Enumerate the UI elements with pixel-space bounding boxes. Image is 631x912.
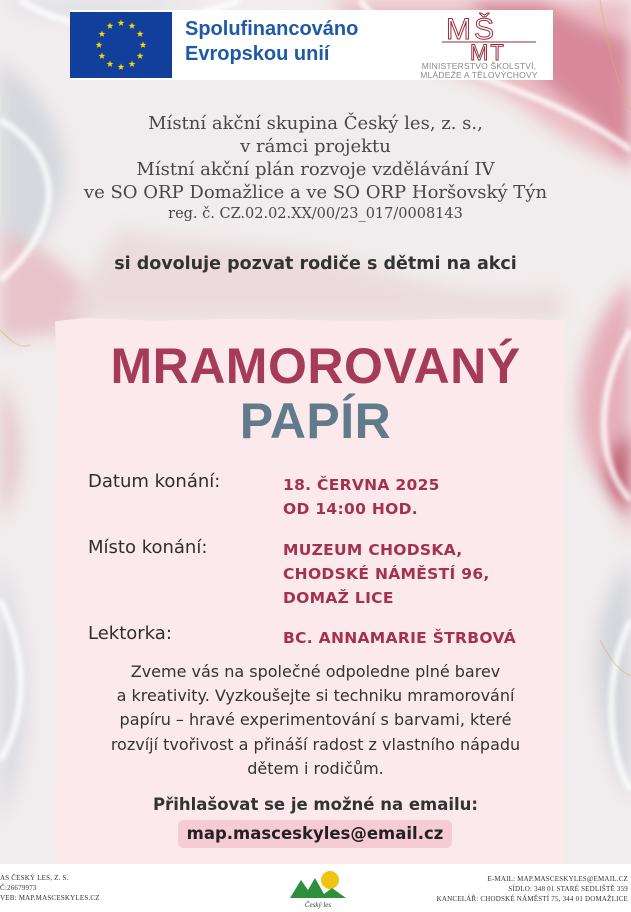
description-line: papíru – hravé experimentování s barvami, které <box>119 710 512 730</box>
msmt-caption-line1: MINISTERSTVO ŠKOLSTVÍ, <box>421 61 537 71</box>
signup-email: map.masceskyles@email.cz <box>178 820 452 848</box>
logo-text: Český les <box>304 901 332 909</box>
msmt-logo-icon <box>440 10 540 62</box>
intro-text <box>0 112 631 224</box>
eu-cofinanced-line2: Evropskou unií <box>185 43 330 65</box>
msmt-caption <box>404 62 554 80</box>
eu-flag-icon <box>70 12 172 78</box>
place-value-line: DOMAŽ LICE <box>283 589 394 607</box>
event-title-line2: PAPÍR <box>239 393 392 449</box>
time-value: OD 14:00 HOD. <box>283 500 418 518</box>
date-values <box>283 473 440 521</box>
lecturer-values <box>283 626 516 650</box>
intro-line: v rámci projektu <box>240 136 391 157</box>
date-value: 18. ČERVNA 2025 <box>283 476 440 494</box>
description-line: a kreativity. Vyzkoušejte si techniku mramorování <box>116 686 515 706</box>
date-label: Datum konání: <box>88 471 221 492</box>
footer-email: E-MAIL: MAP.MASCESKYLES@EMAIL.CZ <box>487 875 628 883</box>
intro-line: Místní akční skupina Český les, z. s., <box>148 113 483 134</box>
footer-seat: SÍDLO: 348 01 STARÉ SEDLIŠTĚ 359 <box>508 885 628 893</box>
footer-office: KANCELÁŘ: CHODSKÉ NÁMĚSTÍ 75, 344 01 DOMAŽLICE <box>436 895 628 903</box>
footer-right-info <box>437 874 628 904</box>
footer-org-name: AS ČESKÝ LES, Z. S. <box>0 874 69 882</box>
msmt-logo-letters-bottom: MT <box>470 40 506 62</box>
logo-sun <box>321 871 339 889</box>
intro-line: Místní akční plán rozvoje vzdělávání IV <box>136 159 495 180</box>
mas-cesky-les-logo-icon <box>288 866 348 910</box>
footer-org-id: Č:26679973 <box>0 884 37 892</box>
msmt-caption-line2: MLÁDEŽE A TĚLOVÝCHOVY <box>420 70 538 80</box>
place-label: Místo konání: <box>88 537 208 558</box>
event-title-line1: MRAMOROVANÝ <box>110 338 521 394</box>
lecturer-label: Lektorka: <box>88 623 172 644</box>
registration-number: reg. č. CZ.02.02.XX/00/23_017/0008143 <box>168 206 463 222</box>
eu-cofinanced-line1: Spolufinancováno <box>185 18 359 40</box>
signup-text: Přihlašovat se je možné na emailu: <box>152 795 479 814</box>
footer-left-info <box>0 873 100 903</box>
place-value-line: CHODSKÉ NÁMĚSTÍ 96, <box>283 565 490 583</box>
description-line: dětem i rodičům. <box>247 758 384 778</box>
place-value-line: MUZEUM CHODSKA, <box>283 541 463 559</box>
lecturer-name: BC. ANNAMARIE ŠTRBOVÁ <box>283 629 517 647</box>
msmt-logo-letters-top: MŠ <box>446 13 497 46</box>
invitation-text: si dovoluje pozvat rodiče s dětmi na akci <box>114 254 517 274</box>
description-line: rozvíjí tvořivost a přináší radost z vlastního nápadu <box>110 734 521 754</box>
event-description <box>0 660 631 781</box>
intro-line: ve SO ORP Domažlice a ve SO ORP Horšovský Týn <box>83 182 548 203</box>
description-line: Zveme vás na společné odpoledne plné barev <box>130 662 501 681</box>
place-values <box>283 538 490 610</box>
footer-web: VEB: MAP.MASCESKYLES.CZ <box>0 894 100 902</box>
